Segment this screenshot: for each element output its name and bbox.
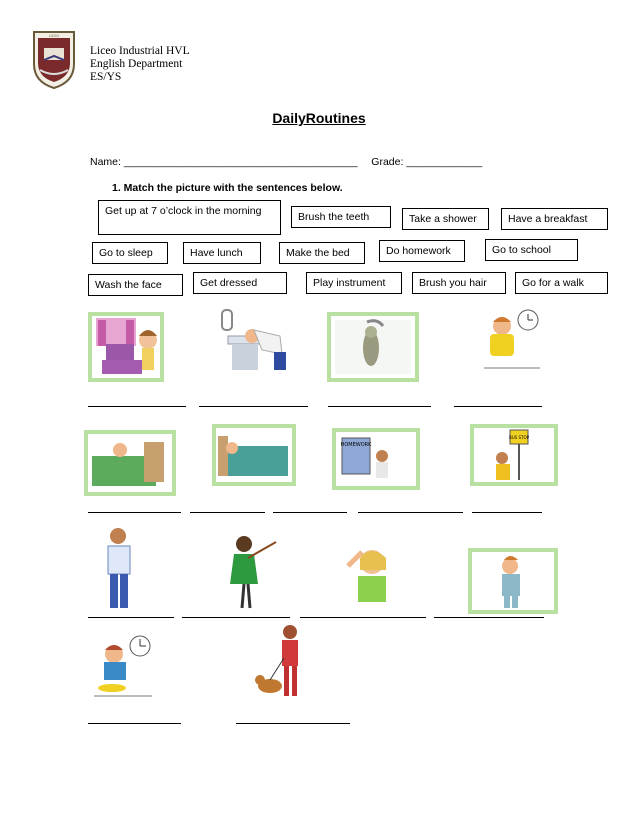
sentence-box: Get dressed: [193, 272, 287, 294]
grade-label: Grade:: [371, 156, 404, 168]
lunch-clock-picture: [90, 632, 156, 700]
sleeping-picture: [84, 430, 176, 496]
answer-line[interactable]: [358, 512, 463, 513]
sentence-box: Go for a walk: [515, 272, 608, 294]
homework-sign: HOMEWORK: [340, 442, 372, 448]
answer-line[interactable]: [328, 406, 431, 407]
sentence-box: Brush the teeth: [291, 206, 391, 228]
school-logo: [32, 30, 76, 90]
answer-line[interactable]: [434, 617, 544, 618]
brushing-hair-picture: [342, 540, 400, 604]
sentence-box: Brush you hair: [412, 272, 506, 294]
sentence-box: Make the bed: [279, 242, 365, 264]
answer-line[interactable]: [472, 512, 542, 513]
bus-stop-sign: BUS STOP: [508, 435, 530, 440]
sentence-box: Wash the face: [88, 274, 183, 296]
bedroom-picture: [88, 312, 164, 382]
answer-line[interactable]: [88, 406, 186, 407]
instruction: 1. Match the picture with the sentences below.: [112, 182, 343, 194]
sentence-box: Get up at 7 o’clock in the morning: [98, 200, 281, 235]
getting-dressed-picture: [96, 526, 146, 612]
answer-line[interactable]: [236, 723, 350, 724]
school-info: [90, 45, 190, 84]
svg-text:LICEO: LICEO: [48, 34, 60, 38]
sentence-box: Go to school: [485, 239, 578, 261]
sentence-box: Take a shower: [402, 208, 489, 230]
grade-field[interactable]: _____________: [406, 156, 483, 168]
sentence-box: Play instrument: [306, 272, 402, 294]
sentence-box: Have lunch: [183, 242, 261, 264]
making-bed-picture: [212, 424, 296, 486]
answer-line[interactable]: [300, 617, 426, 618]
teacher-initials: ES/YS: [90, 71, 122, 83]
violin-picture: [224, 534, 280, 612]
washing-face-picture: [218, 306, 296, 376]
walking-dog-picture: [254, 624, 312, 702]
page-title: DailyRoutines: [272, 110, 366, 126]
answer-line[interactable]: [88, 512, 181, 513]
shower-picture: [327, 312, 419, 382]
answer-line[interactable]: [199, 406, 308, 407]
answer-line[interactable]: [273, 512, 347, 513]
answer-line[interactable]: [190, 512, 265, 513]
answer-line[interactable]: [454, 406, 542, 407]
sentence-box: Go to sleep: [92, 242, 168, 264]
answer-line[interactable]: [88, 723, 181, 724]
department-name: English Department: [90, 58, 183, 70]
sentence-box: Do homework: [379, 240, 465, 262]
name-grade-row: [90, 156, 482, 168]
bus-stop-picture: [470, 424, 558, 486]
school-name: Liceo Industrial HVL: [90, 45, 190, 57]
brushing-teeth-picture: [468, 548, 558, 614]
name-field[interactable]: ________________________________________: [123, 156, 358, 168]
homework-picture: [332, 428, 420, 490]
breakfast-clock-picture: [480, 306, 544, 376]
sentence-box: Have a breakfast: [501, 208, 608, 230]
name-label: Name:: [90, 156, 121, 168]
answer-line[interactable]: [182, 617, 290, 618]
answer-line[interactable]: [88, 617, 174, 618]
